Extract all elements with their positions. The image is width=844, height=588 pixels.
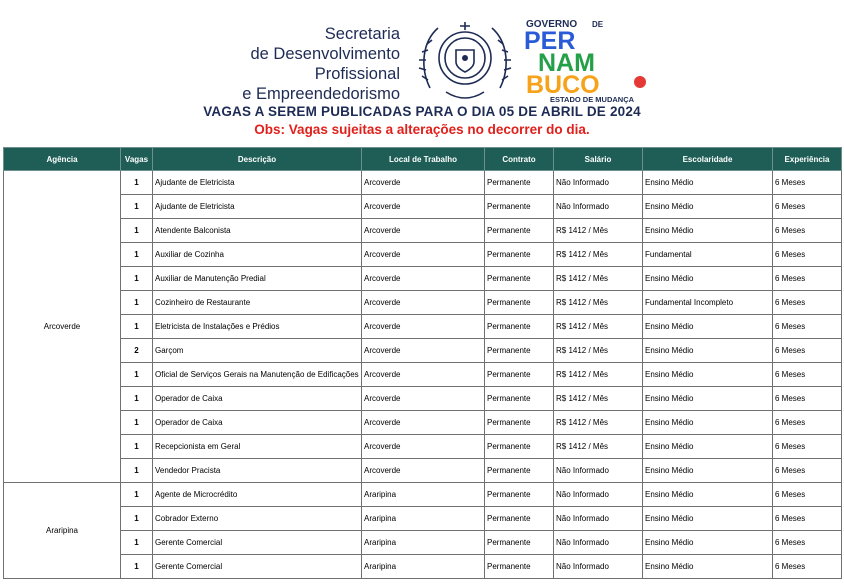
experiencia-cell: 6 Meses — [773, 315, 842, 339]
experiencia-cell: 6 Meses — [773, 387, 842, 411]
table-row — [4, 171, 842, 195]
buco-text: BUCO — [526, 71, 600, 99]
experiencia-cell: 6 Meses — [773, 507, 842, 531]
salario-cell: R$ 1412 / Mês — [554, 339, 643, 363]
table-row — [4, 531, 842, 555]
vagas-cell: 1 — [121, 291, 153, 315]
escolaridade-cell: Ensino Médio — [643, 387, 773, 411]
local-cell: Arcoverde — [362, 315, 485, 339]
tagline-text: ESTADO DE MUDANÇA — [550, 95, 635, 104]
vagas-cell: 1 — [121, 459, 153, 483]
descricao-cell: Auxiliar de Manutenção Predial — [153, 267, 362, 291]
contrato-cell: Permanente — [485, 171, 554, 195]
descricao-cell: Cozinheiro de Restaurante — [153, 291, 362, 315]
salario-cell: Não Informado — [554, 555, 643, 579]
agency-cell: Araripina — [4, 483, 121, 579]
vagas-cell: 1 — [121, 555, 153, 579]
experiencia-cell: 6 Meses — [773, 339, 842, 363]
table-row — [4, 387, 842, 411]
local-cell: Arcoverde — [362, 387, 485, 411]
experiencia-cell: 6 Meses — [773, 243, 842, 267]
vagas-cell: 1 — [121, 363, 153, 387]
salario-cell: Não Informado — [554, 171, 643, 195]
observation-note: Obs: Vagas sujeitas a alterações no decorrer do dia. — [254, 122, 590, 137]
local-cell: Arcoverde — [362, 195, 485, 219]
table-row — [4, 267, 842, 291]
table-row — [4, 459, 842, 483]
column-header-experiencia: Experiência — [773, 148, 842, 171]
table-row — [4, 339, 842, 363]
local-cell: Arcoverde — [362, 171, 485, 195]
descricao-cell: Auxiliar de Cozinha — [153, 243, 362, 267]
contrato-cell: Permanente — [485, 483, 554, 507]
salario-cell: Não Informado — [554, 507, 643, 531]
local-cell: Arcoverde — [362, 411, 485, 435]
local-cell: Arcoverde — [362, 291, 485, 315]
escolaridade-cell: Ensino Médio — [643, 267, 773, 291]
contrato-cell: Permanente — [485, 267, 554, 291]
local-cell: Araripina — [362, 483, 485, 507]
table-header-row — [4, 148, 842, 171]
experiencia-cell: 6 Meses — [773, 195, 842, 219]
contrato-cell: Permanente — [485, 507, 554, 531]
local-cell: Araripina — [362, 531, 485, 555]
experiencia-cell: 6 Meses — [773, 363, 842, 387]
local-cell: Arcoverde — [362, 363, 485, 387]
descricao-cell: Agente de Microcrédito — [153, 483, 362, 507]
escolaridade-cell: Ensino Médio — [643, 363, 773, 387]
salario-cell: R$ 1412 / Mês — [554, 387, 643, 411]
experiencia-cell: 6 Meses — [773, 171, 842, 195]
vagas-cell: 1 — [121, 483, 153, 507]
escolaridade-cell: Ensino Médio — [643, 171, 773, 195]
vagas-cell: 1 — [121, 195, 153, 219]
descricao-cell: Ajudante de Eletricista — [153, 171, 362, 195]
page-title: VAGAS A SEREM PUBLICADAS PARA O DIA 05 DE ABRIL DE 2024 — [203, 104, 641, 119]
experiencia-cell: 6 Meses — [773, 291, 842, 315]
vagas-cell: 1 — [121, 531, 153, 555]
descricao-cell: Ajudante de Eletricista — [153, 195, 362, 219]
contrato-cell: Permanente — [485, 435, 554, 459]
contrato-cell: Permanente — [485, 315, 554, 339]
org-line: de Desenvolvimento — [250, 45, 400, 63]
descricao-cell: Operador de Caixa — [153, 387, 362, 411]
descricao-cell: Eletricista de Instalações e Prédios — [153, 315, 362, 339]
vacancies-table — [3, 147, 842, 579]
contrato-cell: Permanente — [485, 363, 554, 387]
salario-cell: R$ 1412 / Mês — [554, 243, 643, 267]
experiencia-cell: 6 Meses — [773, 411, 842, 435]
contrato-cell: Permanente — [485, 555, 554, 579]
vagas-cell: 1 — [121, 219, 153, 243]
descricao-cell: Gerente Comercial — [153, 555, 362, 579]
table-row — [4, 555, 842, 579]
contrato-cell: Permanente — [485, 531, 554, 555]
local-cell: Arcoverde — [362, 267, 485, 291]
escolaridade-cell: Ensino Médio — [643, 435, 773, 459]
local-cell: Arcoverde — [362, 339, 485, 363]
contrato-cell: Permanente — [485, 339, 554, 363]
local-cell: Arcoverde — [362, 459, 485, 483]
escolaridade-cell: Ensino Médio — [643, 219, 773, 243]
local-cell: Araripina — [362, 555, 485, 579]
column-header-vagas: Vagas — [121, 148, 153, 171]
column-header-escolaridade: Escolaridade — [643, 148, 773, 171]
descricao-cell: Operador de Caixa — [153, 411, 362, 435]
vagas-cell: 1 — [121, 387, 153, 411]
table-row — [4, 315, 842, 339]
escolaridade-cell: Ensino Médio — [643, 555, 773, 579]
salario-cell: R$ 1412 / Mês — [554, 219, 643, 243]
local-cell: Arcoverde — [362, 219, 485, 243]
page-header — [0, 0, 844, 145]
vagas-cell: 1 — [121, 171, 153, 195]
contrato-cell: Permanente — [485, 387, 554, 411]
local-cell: Arcoverde — [362, 243, 485, 267]
salario-cell: R$ 1412 / Mês — [554, 435, 643, 459]
experiencia-cell: 6 Meses — [773, 219, 842, 243]
table-row — [4, 435, 842, 459]
experiencia-cell: 6 Meses — [773, 435, 842, 459]
escolaridade-cell: Ensino Médio — [643, 339, 773, 363]
descricao-cell: Recepcionista em Geral — [153, 435, 362, 459]
salario-cell: R$ 1412 / Mês — [554, 291, 643, 315]
experiencia-cell: 6 Meses — [773, 531, 842, 555]
descricao-cell: Gerente Comercial — [153, 531, 362, 555]
agency-cell: Arcoverde — [4, 171, 121, 483]
vagas-cell: 1 — [121, 267, 153, 291]
escolaridade-cell: Fundamental Incompleto — [643, 291, 773, 315]
vagas-cell: 1 — [121, 315, 153, 339]
descricao-cell: Garçom — [153, 339, 362, 363]
governo-text: GOVERNO — [526, 19, 578, 30]
local-cell: Araripina — [362, 507, 485, 531]
escolaridade-cell: Ensino Médio — [643, 411, 773, 435]
descricao-cell: Oficial de Serviços Gerais na Manutenção de Edificações — [153, 363, 362, 387]
de-text: DE — [592, 20, 604, 29]
table-row — [4, 411, 842, 435]
salario-cell: R$ 1412 / Mês — [554, 363, 643, 387]
org-line: e Empreendedorismo — [242, 85, 400, 103]
table-row — [4, 219, 842, 243]
descricao-cell: Cobrador Externo — [153, 507, 362, 531]
salario-cell: Não Informado — [554, 459, 643, 483]
salario-cell: R$ 1412 / Mês — [554, 315, 643, 339]
vagas-cell: 1 — [121, 243, 153, 267]
org-line: Profissional — [314, 65, 400, 83]
experiencia-cell: 6 Meses — [773, 267, 842, 291]
salario-cell: R$ 1412 / Mês — [554, 267, 643, 291]
table-row — [4, 507, 842, 531]
salario-cell: Não Informado — [554, 483, 643, 507]
experiencia-cell: 6 Meses — [773, 459, 842, 483]
table-row — [4, 195, 842, 219]
contrato-cell: Permanente — [485, 219, 554, 243]
salario-cell: R$ 1412 / Mês — [554, 411, 643, 435]
escolaridade-cell: Ensino Médio — [643, 195, 773, 219]
column-header-salario: Salário — [554, 148, 643, 171]
state-seal-icon — [416, 18, 514, 104]
contrato-cell: Permanente — [485, 459, 554, 483]
escolaridade-cell: Ensino Médio — [643, 483, 773, 507]
per-text: PER — [524, 27, 576, 55]
vagas-cell: 1 — [121, 507, 153, 531]
descricao-cell: Vendedor Pracista — [153, 459, 362, 483]
vagas-cell: 2 — [121, 339, 153, 363]
descricao-cell: Atendente Balconista — [153, 219, 362, 243]
salario-cell: Não Informado — [554, 531, 643, 555]
contrato-cell: Permanente — [485, 291, 554, 315]
vagas-cell: 1 — [121, 411, 153, 435]
secretaria-name — [180, 24, 400, 104]
escolaridade-cell: Ensino Médio — [643, 459, 773, 483]
column-header-local: Local de Trabalho — [362, 148, 485, 171]
nam-text: NAM — [538, 49, 595, 77]
governo-pernambuco-logo — [524, 18, 654, 104]
experiencia-cell: 6 Meses — [773, 483, 842, 507]
table-row — [4, 291, 842, 315]
local-cell: Arcoverde — [362, 435, 485, 459]
column-header-descricao: Descrição — [153, 148, 362, 171]
contrato-cell: Permanente — [485, 411, 554, 435]
table-row — [4, 363, 842, 387]
escolaridade-cell: Ensino Médio — [643, 507, 773, 531]
column-header-agencia: Agência — [4, 148, 121, 171]
escolaridade-cell: Ensino Médio — [643, 531, 773, 555]
table-row — [4, 243, 842, 267]
escolaridade-cell: Fundamental — [643, 243, 773, 267]
vagas-cell: 1 — [121, 435, 153, 459]
escolaridade-cell: Ensino Médio — [643, 315, 773, 339]
experiencia-cell: 6 Meses — [773, 555, 842, 579]
table-row — [4, 483, 842, 507]
salario-cell: Não Informado — [554, 195, 643, 219]
table-body — [4, 171, 842, 579]
column-header-contrato: Contrato — [485, 148, 554, 171]
contrato-cell: Permanente — [485, 195, 554, 219]
contrato-cell: Permanente — [485, 243, 554, 267]
org-line: Secretaria — [324, 25, 400, 43]
